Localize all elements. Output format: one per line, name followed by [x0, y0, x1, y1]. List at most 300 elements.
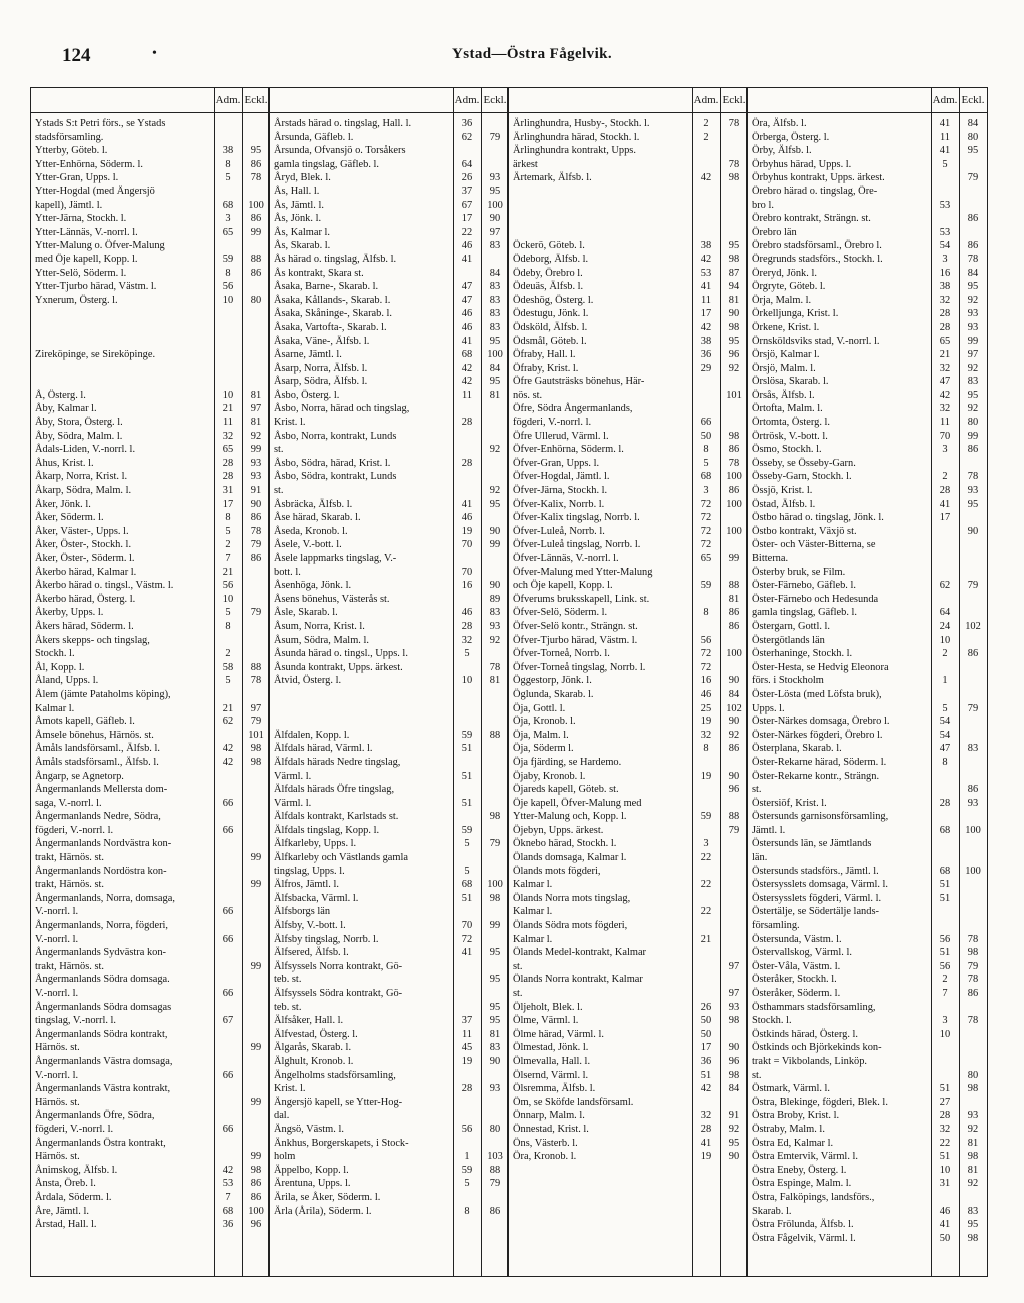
index-entry: [270, 144, 509, 158]
index-entry: [270, 321, 509, 335]
entry-adm: 10: [939, 634, 951, 646]
index-entry: [748, 443, 987, 457]
entry-adm: 68: [461, 879, 473, 891]
entry-name: Älfros, Jämtl. l.: [274, 879, 339, 891]
entry-name: Österåker, Söderm. l.: [752, 988, 841, 999]
entry-name: trakt, Härnös. st.: [35, 960, 104, 972]
entry-name: Östra Espinge, Malm. l.: [752, 1178, 852, 1190]
entry-adm: 5: [703, 457, 709, 469]
index-entry: [509, 851, 748, 865]
index-entry: [509, 1014, 748, 1028]
index-entry: [270, 511, 509, 525]
entry-eckl: 79: [250, 716, 262, 728]
index-entry: [509, 144, 748, 158]
entry-eckl: 100: [726, 525, 742, 537]
column-header: [31, 88, 270, 113]
entry-eckl: 99: [250, 1151, 262, 1163]
entry-adm: 41: [461, 498, 473, 510]
entry-name: Östersunds stadsförs., Jämtl. l.: [752, 865, 879, 877]
entry-adm: 28: [700, 1123, 712, 1135]
entry-name: Ånsta, Öreb. l.: [35, 1178, 96, 1190]
entry-name: Åsaka, Väne-, Älfsb. l.: [274, 335, 370, 347]
entry-name: Ål, Kopp. l.: [35, 661, 85, 673]
entry-adm: 19: [700, 1151, 712, 1163]
entry-eckl: 95: [489, 185, 501, 197]
entry-adm: 72: [461, 933, 473, 945]
entry-eckl: 86: [728, 743, 740, 755]
entry-eckl: 95: [967, 281, 979, 293]
index-entry: [509, 892, 748, 906]
entry-eckl: 81: [728, 294, 740, 306]
index-entry: [270, 1205, 509, 1219]
entry-adm: 50: [700, 1015, 712, 1027]
index-entry: [748, 634, 987, 648]
index-entry: [270, 865, 509, 879]
entry-eckl: 97: [250, 403, 262, 415]
index-entry: [31, 484, 270, 498]
entry-name: Ångermanlands Nedre, Södra,: [35, 811, 161, 823]
entry-name: fögderi, V.-norrl. l.: [35, 1123, 114, 1135]
entry-eckl: 78: [967, 933, 979, 945]
index-entry: [748, 1069, 987, 1083]
index-entry: [748, 851, 987, 865]
index-entry: [509, 824, 748, 838]
index-entry: [748, 783, 987, 797]
index-entry: [748, 267, 987, 281]
entry-name: Kalmar l.: [513, 933, 553, 945]
entry-eckl: 79: [489, 838, 501, 850]
entry-name: st.: [752, 784, 762, 796]
entry-adm: 32: [939, 403, 951, 415]
index-entry: [270, 131, 509, 145]
entry-adm: 59: [700, 811, 712, 823]
index-entry: [748, 1150, 987, 1164]
entry-name: Älfdals kontrakt, Karlstads st.: [274, 811, 399, 823]
entry-eckl: 83: [967, 1205, 979, 1217]
entry-eckl: 92: [967, 1178, 979, 1190]
entry-adm: 21: [222, 403, 234, 415]
entry-eckl: 78: [250, 675, 262, 687]
entry-adm: 26: [461, 172, 473, 184]
index-entry: [270, 933, 509, 947]
index-entry: [270, 715, 509, 729]
index-entry: [31, 511, 270, 525]
index-entry: [748, 158, 987, 172]
entry-adm: 11: [461, 389, 472, 401]
entry-eckl: 100: [965, 865, 981, 877]
header-dot: •: [152, 46, 157, 61]
entry-adm: 19: [461, 525, 473, 537]
entry-name: Öra, Älfsb. l.: [752, 118, 807, 129]
entry-adm: 68: [222, 199, 234, 211]
index-entry: [31, 538, 270, 552]
entry-name: Ångermanlands, Norra, domsaga,: [35, 892, 175, 904]
entry-name: Östersunda, Västm. l.: [752, 933, 842, 945]
index-entry: [31, 661, 270, 675]
entry-adm: 27: [939, 1096, 951, 1108]
entry-adm: 51: [939, 1151, 951, 1163]
entry-name: Örberga, Österg. l.: [752, 131, 830, 143]
entry-name: Örbyhus kontrakt, Upps. ärkest.: [752, 172, 885, 184]
entry-adm: 42: [461, 376, 473, 388]
entry-adm: 19: [700, 716, 712, 728]
entry-adm: 32: [939, 1123, 951, 1135]
entry-name: Östmark, Värml. l.: [752, 1083, 831, 1095]
entry-eckl: 98: [250, 1164, 262, 1176]
entry-eckl: 98: [728, 430, 740, 442]
index-entry: [270, 443, 509, 457]
index-entry: [509, 919, 748, 933]
entry-name: Öje kapell, Öfver-Malung med: [513, 797, 642, 809]
entry-eckl: 83: [489, 308, 501, 320]
entry-name: gamla tingslag, Gäfleb. l.: [752, 607, 858, 619]
index-entry: [748, 457, 987, 471]
index-entry: [748, 416, 987, 430]
entry-name: Örsjö, Kalmar l.: [752, 349, 820, 361]
index-column-2: [270, 88, 509, 1276]
index-entry: [270, 389, 509, 403]
entry-name: Ångermanlands Östra kontrakt,: [35, 1137, 166, 1149]
entry-name: Årstad, Hall. l.: [35, 1219, 97, 1231]
index-entry: [270, 1191, 509, 1205]
eckl-header: Eckl.: [483, 94, 507, 106]
entry-adm: 8: [225, 267, 231, 279]
entry-eckl: 88: [250, 253, 262, 265]
entry-eckl: 98: [728, 253, 740, 265]
entry-name: Öns, Västerb. l.: [513, 1137, 578, 1149]
entry-name: Ångermanlands Södra kontrakt,: [35, 1028, 168, 1040]
index-entry: [31, 525, 270, 539]
index-entry: [31, 647, 270, 661]
entry-adm: 10: [939, 1164, 951, 1176]
entry-eckl: 93: [489, 620, 501, 632]
entry-adm: 72: [700, 539, 712, 551]
entry-name: Å, Österg. l.: [35, 389, 86, 401]
entry-adm: 41: [461, 253, 473, 265]
entry-adm: 42: [461, 362, 473, 374]
index-entry: [509, 987, 748, 1001]
entry-name: Ödeuäs, Älfsb. l.: [513, 281, 584, 293]
index-entry: [270, 185, 509, 199]
entry-eckl: 93: [967, 485, 979, 497]
index-entry: [748, 1096, 987, 1110]
index-entry: [31, 824, 270, 838]
entry-name: Öglunda, Skarab. l.: [513, 688, 594, 700]
entry-name: Åsum, Södra, Malm. l.: [274, 634, 369, 646]
entry-eckl: 90: [728, 770, 740, 782]
entry-adm: 72: [700, 512, 712, 524]
entry-name: Ångermanlands Västra domsaga,: [35, 1055, 173, 1067]
entry-eckl: 93: [728, 1001, 740, 1013]
entry-adm: 8: [703, 444, 709, 456]
index-entry: [270, 253, 509, 267]
index-entry: [748, 362, 987, 376]
entry-name: Åsunda kontrakt, Upps. ärkest.: [274, 661, 403, 673]
entry-eckl: 81: [489, 675, 501, 687]
index-entry: [270, 702, 509, 716]
entry-name: Öfver-Luleå, Norrb. l.: [513, 525, 605, 537]
entry-name: Örkelljunga, Krist. l.: [752, 308, 839, 320]
entry-adm: 42: [939, 389, 951, 401]
index-entry: [270, 634, 509, 648]
entry-eckl: 86: [728, 485, 740, 497]
entry-name: Ängelholms stadsförsamling,: [274, 1069, 396, 1081]
entry-name: Ångermanlands Nordvästra kon-: [35, 838, 172, 850]
entry-adm: 72: [700, 661, 712, 673]
entry-eckl: 86: [250, 1191, 262, 1203]
entry-eckl: 79: [728, 824, 740, 836]
entry-adm: 5: [464, 838, 470, 850]
column-header: [509, 88, 748, 113]
entry-eckl: 81: [967, 1137, 979, 1149]
index-entry: [748, 375, 987, 389]
index-entry: [31, 307, 270, 321]
entry-eckl: 100: [487, 879, 503, 891]
entry-name: Åsarp, Norra, Älfsb. l.: [274, 362, 368, 374]
entry-adm: 42: [700, 172, 712, 184]
index-entry: [509, 362, 748, 376]
entry-adm: 36: [461, 118, 473, 129]
index-entry: [31, 280, 270, 294]
entry-name: Åmsele bönehus, Härnös. st.: [35, 729, 154, 741]
entry-adm: 3: [225, 213, 231, 225]
index-entry: [509, 933, 748, 947]
entry-adm: 65: [700, 553, 712, 564]
index-entry: [270, 552, 509, 566]
entry-eckl: 83: [967, 743, 979, 755]
index-entry: [748, 1137, 987, 1151]
entry-name: Ytterby, Göteb. l.: [35, 145, 108, 157]
index-entry: [748, 131, 987, 145]
entry-adm: 7: [225, 553, 231, 564]
index-entry: [270, 797, 509, 811]
entry-eckl: 84: [489, 267, 501, 279]
entry-name: ärkest: [513, 158, 538, 170]
entry-eckl: 90: [728, 1151, 740, 1163]
index-entry: [270, 688, 509, 702]
entry-eckl: 78: [728, 457, 740, 469]
entry-adm: 32: [700, 1110, 712, 1122]
entry-eckl: 79: [967, 172, 979, 184]
entry-eckl: 91: [728, 1110, 740, 1122]
entry-adm: 46: [939, 1205, 951, 1217]
index-entry: [509, 973, 748, 987]
entry-name: Östra, Falköpings, landsförs.,: [752, 1191, 875, 1203]
entry-adm: 66: [222, 1123, 234, 1135]
entry-adm: 32: [939, 362, 951, 374]
entry-name: Örebro härad o. tingslag, Öre-: [752, 185, 878, 197]
entry-eckl: 90: [728, 716, 740, 728]
index-entry: [31, 253, 270, 267]
index-entry: [31, 1164, 270, 1178]
entry-name: Öster-Rekarne kontr., Strängn.: [752, 770, 880, 782]
entry-name: Östbo härad o. tingslag, Jönk. l.: [752, 512, 884, 524]
entry-adm: 47: [939, 743, 951, 755]
index-entry: [270, 1096, 509, 1110]
entry-name: Åhus, Krist. l.: [35, 457, 94, 469]
adm-header: Adm.: [215, 94, 241, 106]
entry-name: Ås härad o. tingslag, Älfsb. l.: [274, 253, 397, 265]
entry-eckl: 93: [250, 471, 262, 483]
index-entry: [270, 307, 509, 321]
entry-name: Öknebo härad, Stockh. l.: [513, 838, 617, 850]
entry-name: Älfdals härads Öfre tingslag,: [274, 784, 395, 796]
entry-adm: 42: [222, 1164, 234, 1176]
entry-name: Östra Eneby, Österg. l.: [752, 1164, 847, 1176]
entry-adm: 28: [461, 457, 473, 469]
entry-name: Åby, Södra, Malm. l.: [35, 430, 123, 442]
index-entry: [748, 1218, 987, 1232]
index-entry: [270, 960, 509, 974]
index-entry: [270, 661, 509, 675]
entry-list: [509, 117, 748, 1164]
index-entry: [270, 117, 509, 131]
entry-adm: 66: [222, 824, 234, 836]
index-entry: [270, 1055, 509, 1069]
entry-name: Åker, Öster-, Stockh. l.: [35, 539, 132, 551]
index-entry: [509, 470, 748, 484]
index-entry: [509, 865, 748, 879]
entry-eckl: 79: [250, 607, 262, 619]
entry-name: Ödsmål, Göteb. l.: [513, 335, 587, 347]
entry-name: Örja, Malm. l.: [752, 294, 812, 306]
index-entry: [748, 892, 987, 906]
entry-adm: 37: [461, 185, 473, 197]
entry-adm: 8: [464, 1205, 470, 1217]
entry-eckl: 86: [967, 213, 979, 225]
entry-name: saga, V.-norrl. l.: [35, 797, 102, 809]
entry-adm: 41: [939, 118, 951, 129]
entry-name: Ytter-Tjurbo härad, Västm. l.: [35, 281, 157, 293]
entry-adm: 64: [461, 158, 473, 170]
index-entry: [509, 402, 748, 416]
index-entry: [748, 470, 987, 484]
index-entry: [748, 171, 987, 185]
entry-name: Österåker, Stockh. l.: [752, 974, 837, 986]
entry-eckl: 79: [489, 131, 501, 143]
entry-name: Östergötlands län: [752, 634, 825, 646]
entry-eckl: 97: [250, 702, 262, 714]
index-entry: [748, 538, 987, 552]
entry-adm: 38: [222, 145, 234, 157]
index-entry: [270, 647, 509, 661]
entry-eckl: 90: [489, 1055, 501, 1067]
index-entry: [31, 443, 270, 457]
entry-adm: 28: [939, 321, 951, 333]
index-entry: [509, 905, 748, 919]
entry-name: Örslösa, Skarab. l.: [752, 376, 829, 388]
entry-eckl: 81: [728, 593, 740, 605]
entry-name: Åsunda härad o. tingsl., Upps. l.: [274, 648, 408, 660]
entry-adm: 2: [703, 131, 709, 143]
entry-name: Öfre Ullerud, Värml. l.: [513, 430, 609, 442]
index-column-4: [748, 88, 987, 1276]
entry-eckl: 83: [489, 321, 501, 333]
entry-adm: 31: [222, 485, 234, 497]
eckl-header: Eckl.: [722, 94, 746, 106]
entry-adm: 21: [700, 933, 712, 945]
entry-eckl: 79: [967, 580, 979, 592]
entry-name: Ås, Kalmar l.: [274, 226, 330, 238]
index-entry: [509, 797, 748, 811]
index-entry: [748, 756, 987, 770]
entry-adm: 47: [461, 294, 473, 306]
index-entry: [509, 606, 748, 620]
entry-name: Östersunds garnisonsförsamling,: [752, 811, 889, 823]
index-entry: [31, 335, 270, 349]
entry-eckl: 86: [250, 553, 262, 564]
entry-name: Åsele, V.-bott. l.: [274, 539, 342, 551]
entry-adm: 24: [939, 620, 951, 632]
entry-name: st.: [513, 988, 523, 999]
index-entry: [31, 1177, 270, 1191]
entry-name: Åkarp, Södra, Malm. l.: [35, 485, 132, 497]
entry-eckl: 98: [967, 1083, 979, 1095]
entry-adm: 41: [461, 335, 473, 347]
entry-name: Öfver-Torneå tingslag, Norrb. l.: [513, 661, 646, 673]
entry-adm: 28: [939, 1110, 951, 1122]
entry-eckl: 97: [967, 349, 979, 361]
index-entry: [270, 1001, 509, 1015]
entry-eckl: 90: [489, 580, 501, 592]
index-entry: [748, 933, 987, 947]
index-entry: [31, 960, 270, 974]
column-header: [270, 88, 509, 113]
entry-adm: 42: [222, 743, 234, 755]
entry-name: Ytter-Lännäs, V.-norrl. l.: [35, 226, 138, 238]
entry-name: Värml. l.: [274, 797, 312, 809]
eckl-header: Eckl.: [244, 94, 268, 106]
entry-eckl: 95: [489, 1015, 501, 1027]
entry-adm: 46: [461, 308, 473, 320]
index-entry: [509, 593, 748, 607]
entry-adm: 62: [939, 580, 951, 592]
index-entry: [270, 212, 509, 226]
entry-name: Öjareds kapell, Göteb. st.: [513, 784, 619, 796]
entry-adm: 51: [939, 947, 951, 959]
entry-eckl: 99: [967, 430, 979, 442]
entry-name: Ångermanlands, Norra, fögderi,: [35, 920, 169, 932]
entry-adm: 32: [939, 294, 951, 306]
entry-name: Ärlinghundra kontrakt, Upps.: [513, 145, 636, 157]
entry-eckl: 99: [489, 920, 501, 932]
entry-adm: 66: [222, 906, 234, 918]
index-entry: [270, 973, 509, 987]
index-entry: [748, 307, 987, 321]
entry-adm: 66: [222, 797, 234, 809]
index-entry: [748, 824, 987, 838]
index-entry: [31, 973, 270, 987]
index-entry: [509, 1028, 748, 1042]
entry-name: Ölands Södra mots fögderi,: [513, 920, 628, 932]
entry-name: Åker, Jönk. l.: [35, 498, 91, 510]
index-entry: [31, 171, 270, 185]
index-entry: [509, 1069, 748, 1083]
index-entry: [31, 1123, 270, 1137]
entry-adm: 42: [222, 756, 234, 768]
entry-name: Älfsyssels Södra kontrakt, Gö-: [274, 988, 403, 999]
entry-name: Åland, Upps. l.: [35, 675, 99, 687]
entry-name: Öfver-Lännäs, V.-norrl. l.: [513, 553, 619, 564]
entry-adm: 5: [464, 648, 470, 660]
entry-eckl: 98: [728, 321, 740, 333]
entry-name: Åker, Väster-, Upps. l.: [35, 525, 129, 537]
entry-adm: 8: [225, 620, 231, 632]
index-entry: [270, 1069, 509, 1083]
entry-adm: 32: [222, 430, 234, 442]
index-entry: [748, 566, 987, 580]
entry-adm: 38: [939, 281, 951, 293]
